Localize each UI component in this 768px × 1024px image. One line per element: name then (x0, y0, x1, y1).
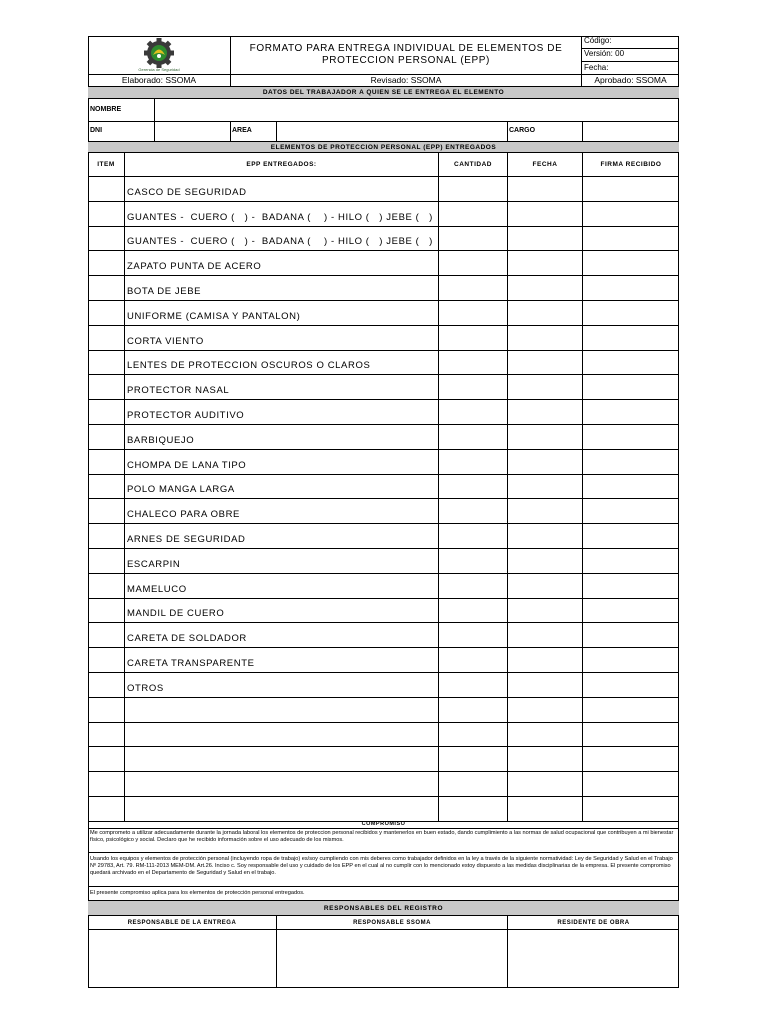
firma-cell[interactable] (583, 375, 679, 400)
fecha-cell[interactable] (508, 425, 583, 450)
firma-cell[interactable] (583, 400, 679, 425)
epp-row (88, 475, 679, 500)
cantidad-cell[interactable] (439, 227, 508, 252)
epp-name-cell (125, 450, 439, 475)
epp-row (88, 425, 679, 450)
epp-name-cell (125, 623, 439, 648)
residente-obra-signature[interactable] (508, 930, 679, 988)
epp-item-label: POLO MANGA LARGA (127, 484, 235, 496)
epp-row (88, 276, 679, 301)
responsables-header-row (88, 916, 679, 930)
epp-name-cell (125, 549, 439, 574)
area-label: AREA (231, 122, 277, 142)
cantidad-cell[interactable] (439, 524, 508, 549)
compromiso-paragraph-3: El presente compromiso aplica para los elementos de protección personal entregados. (88, 887, 679, 901)
cantidad-cell[interactable] (439, 723, 508, 748)
fecha-cell[interactable] (508, 623, 583, 648)
firma-cell[interactable] (583, 772, 679, 797)
epp-row (88, 648, 679, 673)
item-number-cell (88, 747, 125, 772)
fecha-cell[interactable] (508, 772, 583, 797)
firma-cell[interactable] (583, 475, 679, 500)
logo-cell (88, 36, 231, 75)
epp-name-cell (125, 475, 439, 500)
cantidad-cell[interactable] (439, 375, 508, 400)
cantidad-cell[interactable] (439, 475, 508, 500)
cantidad-cell[interactable] (439, 698, 508, 723)
epp-row (88, 326, 679, 351)
item-number-cell (88, 499, 125, 524)
firma-cell[interactable] (583, 227, 679, 252)
fecha-cell[interactable] (508, 276, 583, 301)
cargo-input[interactable] (583, 122, 679, 142)
item-number-cell (88, 673, 125, 698)
epp-name-cell (125, 202, 439, 227)
responsable-entrega-signature[interactable] (88, 930, 277, 988)
epp-row (88, 797, 679, 822)
cantidad-cell[interactable] (439, 599, 508, 624)
item-number-cell (88, 177, 125, 202)
epp-row (88, 251, 679, 276)
responsables-sign-row (88, 930, 679, 988)
item-number-cell (88, 400, 125, 425)
cantidad-cell[interactable] (439, 797, 508, 822)
cantidad-cell[interactable] (439, 747, 508, 772)
logo-text: Gerencia de Seguridad (138, 67, 180, 72)
cantidad-cell[interactable] (439, 574, 508, 599)
cantidad-cell[interactable] (439, 450, 508, 475)
epp-name-cell (125, 375, 439, 400)
cantidad-cell[interactable] (439, 623, 508, 648)
epp-row (88, 599, 679, 624)
cantidad-cell[interactable] (439, 326, 508, 351)
item-number-cell (88, 251, 125, 276)
epp-row (88, 723, 679, 748)
item-number-cell (88, 648, 125, 673)
cantidad-cell[interactable] (439, 177, 508, 202)
area-input[interactable] (277, 122, 508, 142)
cantidad-cell[interactable] (439, 772, 508, 797)
epp-name-cell (125, 648, 439, 673)
firma-cell[interactable] (583, 623, 679, 648)
firma-cell[interactable] (583, 326, 679, 351)
epp-item-label: OTROS (127, 682, 164, 694)
firma-cell[interactable] (583, 574, 679, 599)
firma-cell[interactable] (583, 673, 679, 698)
epp-name-cell (125, 177, 439, 202)
item-number-cell (88, 723, 125, 748)
fecha-cell[interactable] (508, 499, 583, 524)
epp-row (88, 301, 679, 326)
epp-name-cell (125, 574, 439, 599)
item-number-cell (88, 301, 125, 326)
compromiso-paragraph-1: Me comprometo a utilizar adecuadamente durante la jornada laboral los elementos de proteccion personal recibidos y mantenerlos en buen estado, dando cumplimiento a las normas de salud ocupacional que contribuyen a mi bienestar físico, psicológico y social. Declaro que he recibido información sobre el uso adecuado de los mismos. (88, 829, 679, 853)
epp-name-cell (125, 301, 439, 326)
col-fecha-header: FECHA (508, 153, 583, 177)
item-number-cell (88, 574, 125, 599)
epp-item-label: CORTA VIENTO (127, 335, 204, 347)
fecha-cell[interactable] (508, 475, 583, 500)
epp-name-cell (125, 400, 439, 425)
epp-row (88, 623, 679, 648)
epp-section-title: ELEMENTOS DE PROTECCION PERSONAL (EPP) ENTREGADOS (88, 142, 679, 153)
cantidad-cell[interactable] (439, 499, 508, 524)
nombre-input[interactable] (155, 99, 679, 122)
epp-name-cell (125, 723, 439, 748)
col-epp-header: EPP ENTREGADOS: (125, 153, 439, 177)
form-title (231, 36, 582, 75)
epp-item-label: MANDIL DE CUERO (127, 608, 225, 620)
fecha-cell[interactable] (508, 326, 583, 351)
fecha-cell[interactable] (508, 351, 583, 376)
epp-item-label: GUANTES - CUERO ( ) - BADANA ( ) - HILO ( ) JEBE ( ) (127, 211, 433, 223)
item-number-cell (88, 599, 125, 624)
epp-item-label: LENTES DE PROTECCION OSCUROS O CLAROS (127, 360, 371, 372)
header-block (88, 36, 679, 75)
epp-item-label: CHOMPA DE LANA TIPO (127, 459, 247, 471)
item-number-cell (88, 326, 125, 351)
responsable-ssoma-signature[interactable] (277, 930, 508, 988)
company-logo (88, 36, 231, 75)
epp-name-cell (125, 276, 439, 301)
epp-item-label: UNIFORME (CAMISA Y PANTALON) (127, 310, 301, 322)
epp-name-cell (125, 326, 439, 351)
fecha-cell[interactable] (508, 574, 583, 599)
epp-name-cell (125, 797, 439, 822)
epp-item-label: BOTA DE JEBE (127, 285, 202, 297)
col-firma-header: FIRMA RECIBIDO (583, 153, 679, 177)
epp-row (88, 673, 679, 698)
epp-name-cell (125, 599, 439, 624)
revisado-label: Revisado: SSOMA (231, 75, 582, 87)
epp-item-label: PROTECTOR NASAL (127, 385, 230, 397)
epp-row (88, 375, 679, 400)
epp-header-row (88, 153, 679, 177)
epp-row (88, 574, 679, 599)
fecha-cell[interactable] (508, 549, 583, 574)
epp-name-cell (125, 698, 439, 723)
cantidad-cell[interactable] (439, 400, 508, 425)
epp-item-label: CARETA TRANSPARENTE (127, 657, 255, 669)
fecha-cell[interactable] (508, 375, 583, 400)
fecha-cell[interactable] (508, 202, 583, 227)
item-number-cell (88, 450, 125, 475)
responsable-entrega-header: RESPONSABLE DE LA ENTREGA (88, 916, 277, 930)
cantidad-cell[interactable] (439, 549, 508, 574)
fecha-cell[interactable] (508, 251, 583, 276)
epp-name-cell (125, 227, 439, 252)
firma-cell[interactable] (583, 177, 679, 202)
firma-cell[interactable] (583, 747, 679, 772)
epp-row (88, 227, 679, 252)
fecha-cell[interactable] (508, 747, 583, 772)
item-number-cell (88, 524, 125, 549)
fecha-cell[interactable] (508, 648, 583, 673)
nombre-label: NOMBRE (88, 99, 155, 122)
item-number-cell (88, 549, 125, 574)
cantidad-cell[interactable] (439, 202, 508, 227)
epp-name-cell (125, 351, 439, 376)
responsable-ssoma-header: RESPONSABLE SSOMA (277, 916, 508, 930)
fecha-cell[interactable] (508, 450, 583, 475)
firma-cell[interactable] (583, 797, 679, 822)
item-number-cell (88, 797, 125, 822)
item-number-cell (88, 475, 125, 500)
epp-name-cell (125, 772, 439, 797)
epp-row (88, 351, 679, 376)
aprobado-label: Aprobado: SSOMA (582, 75, 679, 87)
fecha-cell[interactable] (508, 227, 583, 252)
epp-row (88, 549, 679, 574)
fecha-cell[interactable] (508, 400, 583, 425)
epp-name-cell (125, 251, 439, 276)
fecha-cell[interactable] (508, 698, 583, 723)
dni-input[interactable] (155, 122, 231, 142)
item-number-cell (88, 351, 125, 376)
col-item-header: ITEM (88, 153, 125, 177)
epp-item-label: PROTECTOR AUDITIVO (127, 409, 245, 421)
firma-cell[interactable] (583, 202, 679, 227)
epp-name-cell (125, 524, 439, 549)
firma-cell[interactable] (583, 524, 679, 549)
epp-item-label: GUANTES - CUERO ( ) - BADANA ( ) - HILO ( ) JEBE ( ) (127, 236, 433, 248)
cantidad-cell[interactable] (439, 251, 508, 276)
fecha-cell[interactable] (508, 524, 583, 549)
col-cantidad-header: CANTIDAD (439, 153, 508, 177)
cantidad-cell[interactable] (439, 276, 508, 301)
firma-cell[interactable] (583, 723, 679, 748)
residente-obra-header: RESIDENTE DE OBRA (508, 916, 679, 930)
dni-area-cargo-row (88, 122, 679, 142)
firma-cell[interactable] (583, 251, 679, 276)
epp-name-cell (125, 499, 439, 524)
firma-cell[interactable] (583, 599, 679, 624)
worker-section-title: DATOS DEL TRABAJADOR A QUIEN SE LE ENTREGA EL ELEMENTO (88, 87, 679, 99)
item-number-cell (88, 772, 125, 797)
fecha-cell[interactable] (508, 723, 583, 748)
epp-item-label: CHALECO PARA OBRE (127, 509, 240, 521)
nombre-row (88, 99, 679, 122)
firma-cell[interactable] (583, 698, 679, 723)
responsables-title: RESPONSABLES DEL REGISTRO (88, 901, 679, 916)
fecha-cell[interactable] (508, 177, 583, 202)
epp-row (88, 202, 679, 227)
epp-row (88, 400, 679, 425)
epp-item-label: BARBIQUEJO (127, 434, 195, 446)
approval-row (88, 75, 679, 87)
item-number-cell (88, 425, 125, 450)
compromiso-paragraph-2: Usando los equipos y elementos de protección personal (incluyendo ropa de trabajo) es/soy cumpliendo con mis deberes como trabajador definidos en la ley a través de la siguiente normatividad: Ley de Seguridad y Salud en el Trabajo Nº 29783, Art. 79. RM-111-2013 MEM-DM. Art.26. Inciso c. Soy responsable del uso y cuidado de los EPP en el cual al no cumplir con lo mencionado estoy dispuesto a las medidas disciplinarias de la empresa. El presente compromiso quedará archivado en el Departamento de Seguridad y Salud en el trabajo. (88, 853, 679, 887)
epp-item-label: MAMELUCO (127, 583, 187, 595)
epp-row (88, 747, 679, 772)
firma-cell[interactable] (583, 499, 679, 524)
firma-cell[interactable] (583, 648, 679, 673)
item-number-cell (88, 276, 125, 301)
version-field: Versión: 00 (582, 49, 679, 62)
epp-row (88, 499, 679, 524)
item-number-cell (88, 227, 125, 252)
firma-cell[interactable] (583, 425, 679, 450)
item-number-cell (88, 623, 125, 648)
item-number-cell (88, 202, 125, 227)
epp-item-label: ARNES DE SEGURIDAD (127, 533, 246, 545)
fecha-cell[interactable] (508, 301, 583, 326)
epp-name-cell (125, 747, 439, 772)
epp-row (88, 450, 679, 475)
epp-name-cell (125, 673, 439, 698)
form-title-line1: FORMATO PARA ENTREGA INDIVIDUAL DE ELEMENTOS DE (249, 43, 563, 54)
cantidad-cell[interactable] (439, 673, 508, 698)
elaborado-label: Elaborado: SSOMA (88, 75, 231, 87)
epp-row (88, 524, 679, 549)
fecha-cell[interactable] (508, 599, 583, 624)
cargo-label: CARGO (508, 122, 583, 142)
epp-item-label: ZAPATO PUNTA DE ACERO (127, 261, 262, 273)
firma-cell[interactable] (583, 351, 679, 376)
epp-row (88, 698, 679, 723)
cantidad-cell[interactable] (439, 425, 508, 450)
epp-row (88, 177, 679, 202)
fecha-cell[interactable] (508, 673, 583, 698)
epp-row (88, 772, 679, 797)
firma-cell[interactable] (583, 450, 679, 475)
fecha-cell[interactable] (508, 797, 583, 822)
firma-cell[interactable] (583, 301, 679, 326)
cantidad-cell[interactable] (439, 301, 508, 326)
epp-item-label: CASCO DE SEGURIDAD (127, 186, 247, 198)
firma-cell[interactable] (583, 549, 679, 574)
firma-cell[interactable] (583, 276, 679, 301)
cantidad-cell[interactable] (439, 351, 508, 376)
item-number-cell (88, 375, 125, 400)
epp-item-label: ESCARPIN (127, 558, 181, 570)
epp-name-cell (125, 425, 439, 450)
dni-label: DNI (88, 122, 155, 142)
item-number-cell (88, 698, 125, 723)
form-title-line2: PROTECCION PERSONAL (EPP) (322, 55, 490, 66)
codigo-field[interactable]: Código: (582, 36, 679, 49)
epp-item-label: CARETA DE SOLDADOR (127, 633, 247, 645)
cantidad-cell[interactable] (439, 648, 508, 673)
fecha-header-field[interactable]: Fecha: (582, 62, 679, 75)
compromiso-title: COMPROMISO (88, 820, 679, 829)
